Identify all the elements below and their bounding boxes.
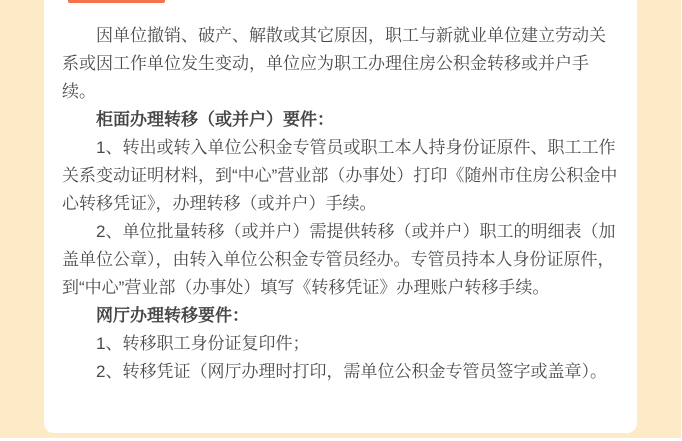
content-card <box>44 0 637 433</box>
list-item-online-2: 2、转移凭证（网厅办理时打印，需单位公积金专管员签字或盖章）。 <box>96 362 607 381</box>
section-heading-counter-transfer: 柜面办理转移（或并户）要件： <box>96 110 334 129</box>
intro-paragraph: 因单位撤销、破产、解散或其它原因，职工与新就业单位建立劳动关系或因工作单位发生变动，单位应为职工办理住房公积金转移或并户手续。 <box>62 26 606 101</box>
list-item-online-1: 1、转移职工身份证复印件； <box>96 334 310 353</box>
list-item-counter-2: 2、单位批量转移（或并户）需提供转移（或并户）职工的明细表（加盖单位公章），由转入单位公积金专管员经办。专管员持本人身份证原件，到“中心”营业部（办事处）填写《转移凭证》办理账户转移手续。 <box>62 222 616 297</box>
title-underline-bar <box>68 0 165 3</box>
list-item-counter-1: 1、转出或转入单位公积金专管员或职工本人持身份证原件、职工工作关系变动证明材料，到“中心”营业部（办事处）打印《随州市住房公积金中心转移凭证》，办理转移（或并户）手续。 <box>62 138 618 213</box>
article-body <box>62 22 619 386</box>
section-heading-online-transfer: 网厅办理转移要件： <box>96 306 249 325</box>
